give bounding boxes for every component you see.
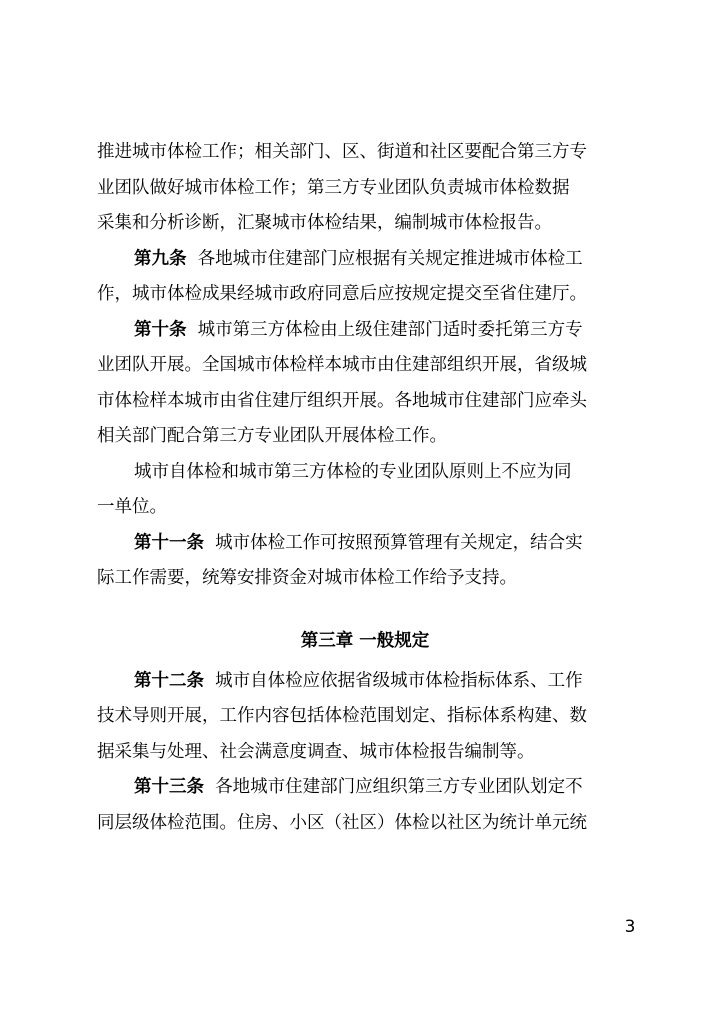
article-label: 第十二条 (134, 670, 204, 691)
text-line: 市体检样本城市由省住建厅组织开展。各地城市住建部门应牵头 (97, 390, 587, 411)
article-12 (97, 664, 633, 771)
text-line: 推进城市体检工作；相关部门、区、街道和社区要配合第三方专 (97, 142, 587, 162)
text-line (97, 313, 633, 349)
text-line: 技术导则开展，工作内容包括体检范围划定、指标体系构建、数 (97, 706, 587, 726)
text-line (97, 242, 633, 278)
article-label: 第十三条 (134, 777, 204, 797)
article-label: 第九条 (134, 248, 187, 269)
text-line: 城市自体检和城市第三方体检的专业团队原则上不应为同 (134, 461, 572, 482)
paragraph-continued (97, 135, 633, 242)
text-line: 同层级体检范围。住房、小区（社区）体检以社区为统计单元统 (97, 812, 587, 833)
text-line: 作，城市体检成果经城市政府同意后应按规定提交至省住建厅。 (97, 284, 587, 304)
text-line (97, 526, 633, 562)
chapter-title: 第三章 一般规定 (300, 630, 430, 651)
text-line: 业团队开展。全国城市体检样本城市由住建部组织开展，省级城 (97, 355, 587, 375)
paragraph-team (97, 455, 633, 526)
text-line: 际工作需要，统筹安排资金对城市体检工作给予支持。 (97, 568, 517, 588)
article-11 (97, 526, 633, 597)
article-label: 第十条 (134, 319, 187, 340)
article-text: 各地城市住建部门应根据有关规定推进城市体检工 (197, 248, 583, 269)
text-line: 业团队做好城市体检工作；第三方专业团队负责城市体检数据 (97, 177, 570, 198)
article-text: 城市第三方体检由上级住建部门适时委托第三方专 (197, 319, 583, 340)
article-13 (97, 770, 633, 841)
text-line (97, 664, 633, 700)
article-text: 各地城市住建部门应组织第三方专业团队划定不 (215, 777, 583, 797)
document-body (97, 135, 633, 841)
article-label: 第十一条 (134, 532, 204, 553)
text-line: 一单位。 (97, 497, 167, 517)
article-text: 城市自体检应依据省级城市体检指标体系、工作 (215, 670, 583, 691)
text-line (97, 770, 633, 806)
text-line: 据采集与处理、社会满意度调查、城市体检报告编制等。 (97, 741, 535, 762)
text-line: 相关部门配合第三方专业团队开展体检工作。 (97, 426, 447, 446)
text-line: 采集和分析诊断，汇聚城市体检结果，编制城市体检报告。 (97, 213, 552, 233)
article-9 (97, 242, 633, 313)
page-number: 3 (624, 917, 636, 937)
article-text: 城市体检工作可按照预算管理有关规定，结合实 (215, 532, 583, 553)
article-10 (97, 313, 633, 455)
